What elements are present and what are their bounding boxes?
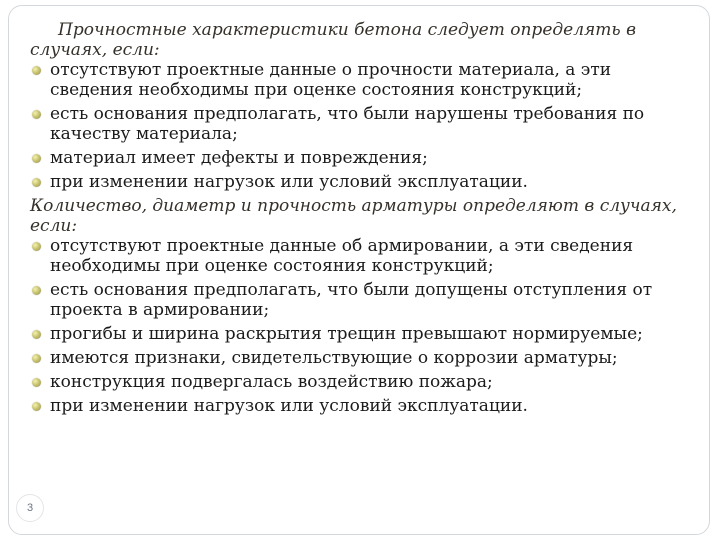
section-heading-concrete: Прочностные характеристики бетона следует определять в случаях, если: [30, 20, 636, 60]
list-item-text: отсутствуют проектные данные об армировании, а эти сведения необходимы при оценке состояния конструкций; [50, 236, 634, 276]
bullet-icon [32, 402, 41, 411]
list-item [30, 236, 680, 276]
list-item-text: есть основания предполагать, что были нарушены требования по качеству материала; [50, 104, 645, 144]
page-number-badge: 3 [16, 494, 44, 522]
bullet-icon [32, 242, 41, 251]
list-item [30, 324, 680, 344]
list-item-text: материал имеет дефекты и повреждения; [50, 148, 428, 168]
bullet-icon [32, 286, 41, 295]
list-item-text: прогибы и ширина раскрытия трещин превышают нормируемые; [50, 324, 643, 344]
bullet-icon [32, 110, 41, 119]
list-item-text: при изменении нагрузок или условий эксплуатации. [50, 396, 528, 416]
list-item [30, 148, 680, 168]
bullet-icon [32, 154, 41, 163]
list-item [30, 348, 680, 368]
list-item-text: имеются признаки, свидетельствующие о коррозии арматуры; [50, 348, 618, 368]
bullet-icon [32, 330, 41, 339]
bullet-list-reinforcement [30, 236, 680, 416]
list-item-text: отсутствуют проектные данные о прочности материала, а эти сведения необходимы при оценке состояния конструкций; [50, 60, 612, 100]
bullet-icon [32, 378, 41, 387]
bullet-list-concrete [30, 60, 680, 192]
list-item [30, 372, 680, 392]
bullet-icon [32, 178, 41, 187]
section-heading-reinforcement: Количество, диаметр и прочность арматуры определяют в случаях, если: [30, 196, 677, 236]
list-item-text: есть основания предполагать, что были допущены отступления от проекта в армировании; [50, 280, 653, 320]
list-item-text: конструкция подвергалась воздействию пожара; [50, 372, 493, 392]
list-item [30, 280, 680, 320]
list-item [30, 104, 680, 144]
list-item [30, 60, 680, 100]
list-item [30, 396, 680, 416]
list-item [30, 172, 680, 192]
bullet-icon [32, 354, 41, 363]
bullet-icon [32, 66, 41, 75]
list-item-text: при изменении нагрузок или условий эксплуатации. [50, 172, 528, 192]
slide-content [30, 20, 680, 420]
